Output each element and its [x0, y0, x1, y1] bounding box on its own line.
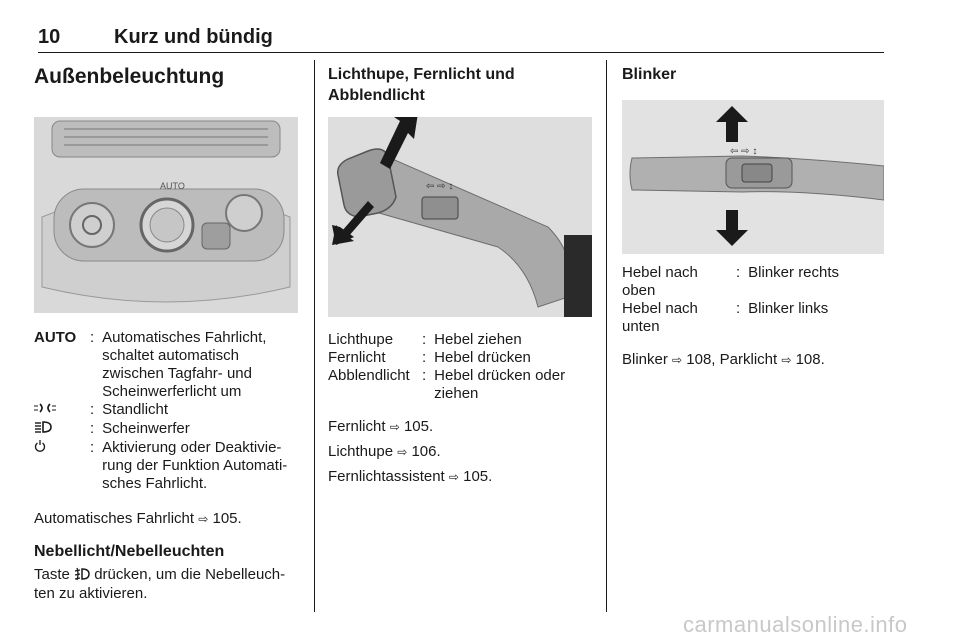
paragraph-ref: Fernlichtassistent ⇨ 105.	[328, 468, 493, 485]
definition-row: AUTO : Automatisches Fahrlicht, schaltet automatisch zwischen Tagfahr- und Scheinwerferlicht um	[34, 329, 302, 401]
signal-definitions	[622, 264, 884, 336]
ref-arrow-icon: ⇨	[672, 353, 683, 367]
definition-row: : Aktivierung oder Deaktivie-rung der Funktion Automati-sches Fahrlicht.	[34, 439, 302, 493]
term-auto: AUTO	[34, 329, 77, 346]
definition-row: : Standlicht	[34, 401, 302, 420]
desc-headlight: Scheinwerfer	[102, 420, 190, 437]
headlight-icon	[34, 420, 52, 434]
lever-pull-push-figure	[328, 117, 592, 317]
turn-signal-figure	[622, 100, 884, 254]
lever-definitions	[328, 331, 592, 403]
subsection-heading: Nebellicht/Nebelleuchten	[34, 543, 225, 560]
column-exterior-lighting	[34, 64, 302, 603]
definition-row: : Scheinwerfer	[34, 420, 302, 439]
watermark: carmanualsonline.info	[683, 612, 908, 637]
page-number: 10	[38, 26, 61, 48]
column-divider	[314, 60, 315, 612]
ref-arrow-icon: ⇨	[198, 512, 209, 526]
desc-sidelight: Standlicht	[102, 401, 169, 418]
desc-power: Aktivierung oder Deaktivie-rung der Funktion Automati-sches Fahrlicht.	[102, 439, 288, 492]
control-definitions	[34, 329, 302, 493]
definition-row: Lichthupe : Hebel ziehen	[328, 331, 522, 348]
paragraph-ref: Fernlicht ⇨ 105.	[328, 418, 434, 435]
light-switch-figure	[34, 117, 298, 313]
auto-label: AUTO	[160, 181, 185, 191]
paragraph-ref: Blinker ⇨ 108, Parklicht ⇨ 108.	[622, 351, 825, 368]
running-title: Kurz und bündig	[114, 26, 273, 48]
foglight-icon	[74, 567, 90, 581]
sidelight-icon	[34, 401, 56, 415]
svg-text:⇦ ⇨ ↕: ⇦ ⇨ ↕	[730, 146, 758, 157]
power-icon	[34, 439, 46, 453]
ref-arrow-icon: ⇨	[397, 445, 408, 459]
section-heading: Lichthupe, Fernlicht und Abblendlicht	[328, 66, 515, 104]
paragraph-ref: Lichthupe ⇨ 106.	[328, 443, 441, 460]
definition-row: Fernlicht : Hebel drücken	[328, 349, 531, 366]
paragraph-auto-light: Automatisches Fahrlicht ⇨ 105.	[34, 510, 242, 527]
page-ref: 105.	[212, 510, 242, 527]
page-header	[38, 26, 884, 53]
column-headlight-flash	[328, 64, 592, 487]
desc-auto: Automatisches Fahrlicht, schaltet automatisch zwischen Tagfahr- und Scheinwerferlicht um	[102, 329, 267, 400]
turn-arrows-label: ⇦ ⇨ ↕	[426, 181, 454, 192]
column-divider	[606, 60, 607, 612]
definition-row: Hebel nach oben : Blinker rechts	[622, 264, 840, 299]
paragraph-foglight: Taste drücken, um die Nebelleuch-ten zu aktivieren.	[34, 566, 286, 602]
definition-row: Abblendlicht : Hebel drücken oder ziehen	[328, 367, 566, 402]
ref-arrow-icon: ⇨	[389, 420, 400, 434]
definition-row: Hebel nach unten : Blinker links	[622, 300, 829, 335]
section-heading: Außenbeleuchtung	[34, 65, 225, 88]
ref-arrow-icon: ⇨	[781, 353, 792, 367]
column-turn-signal	[622, 64, 884, 370]
section-heading: Blinker	[622, 66, 677, 83]
ref-arrow-icon: ⇨	[448, 470, 459, 484]
